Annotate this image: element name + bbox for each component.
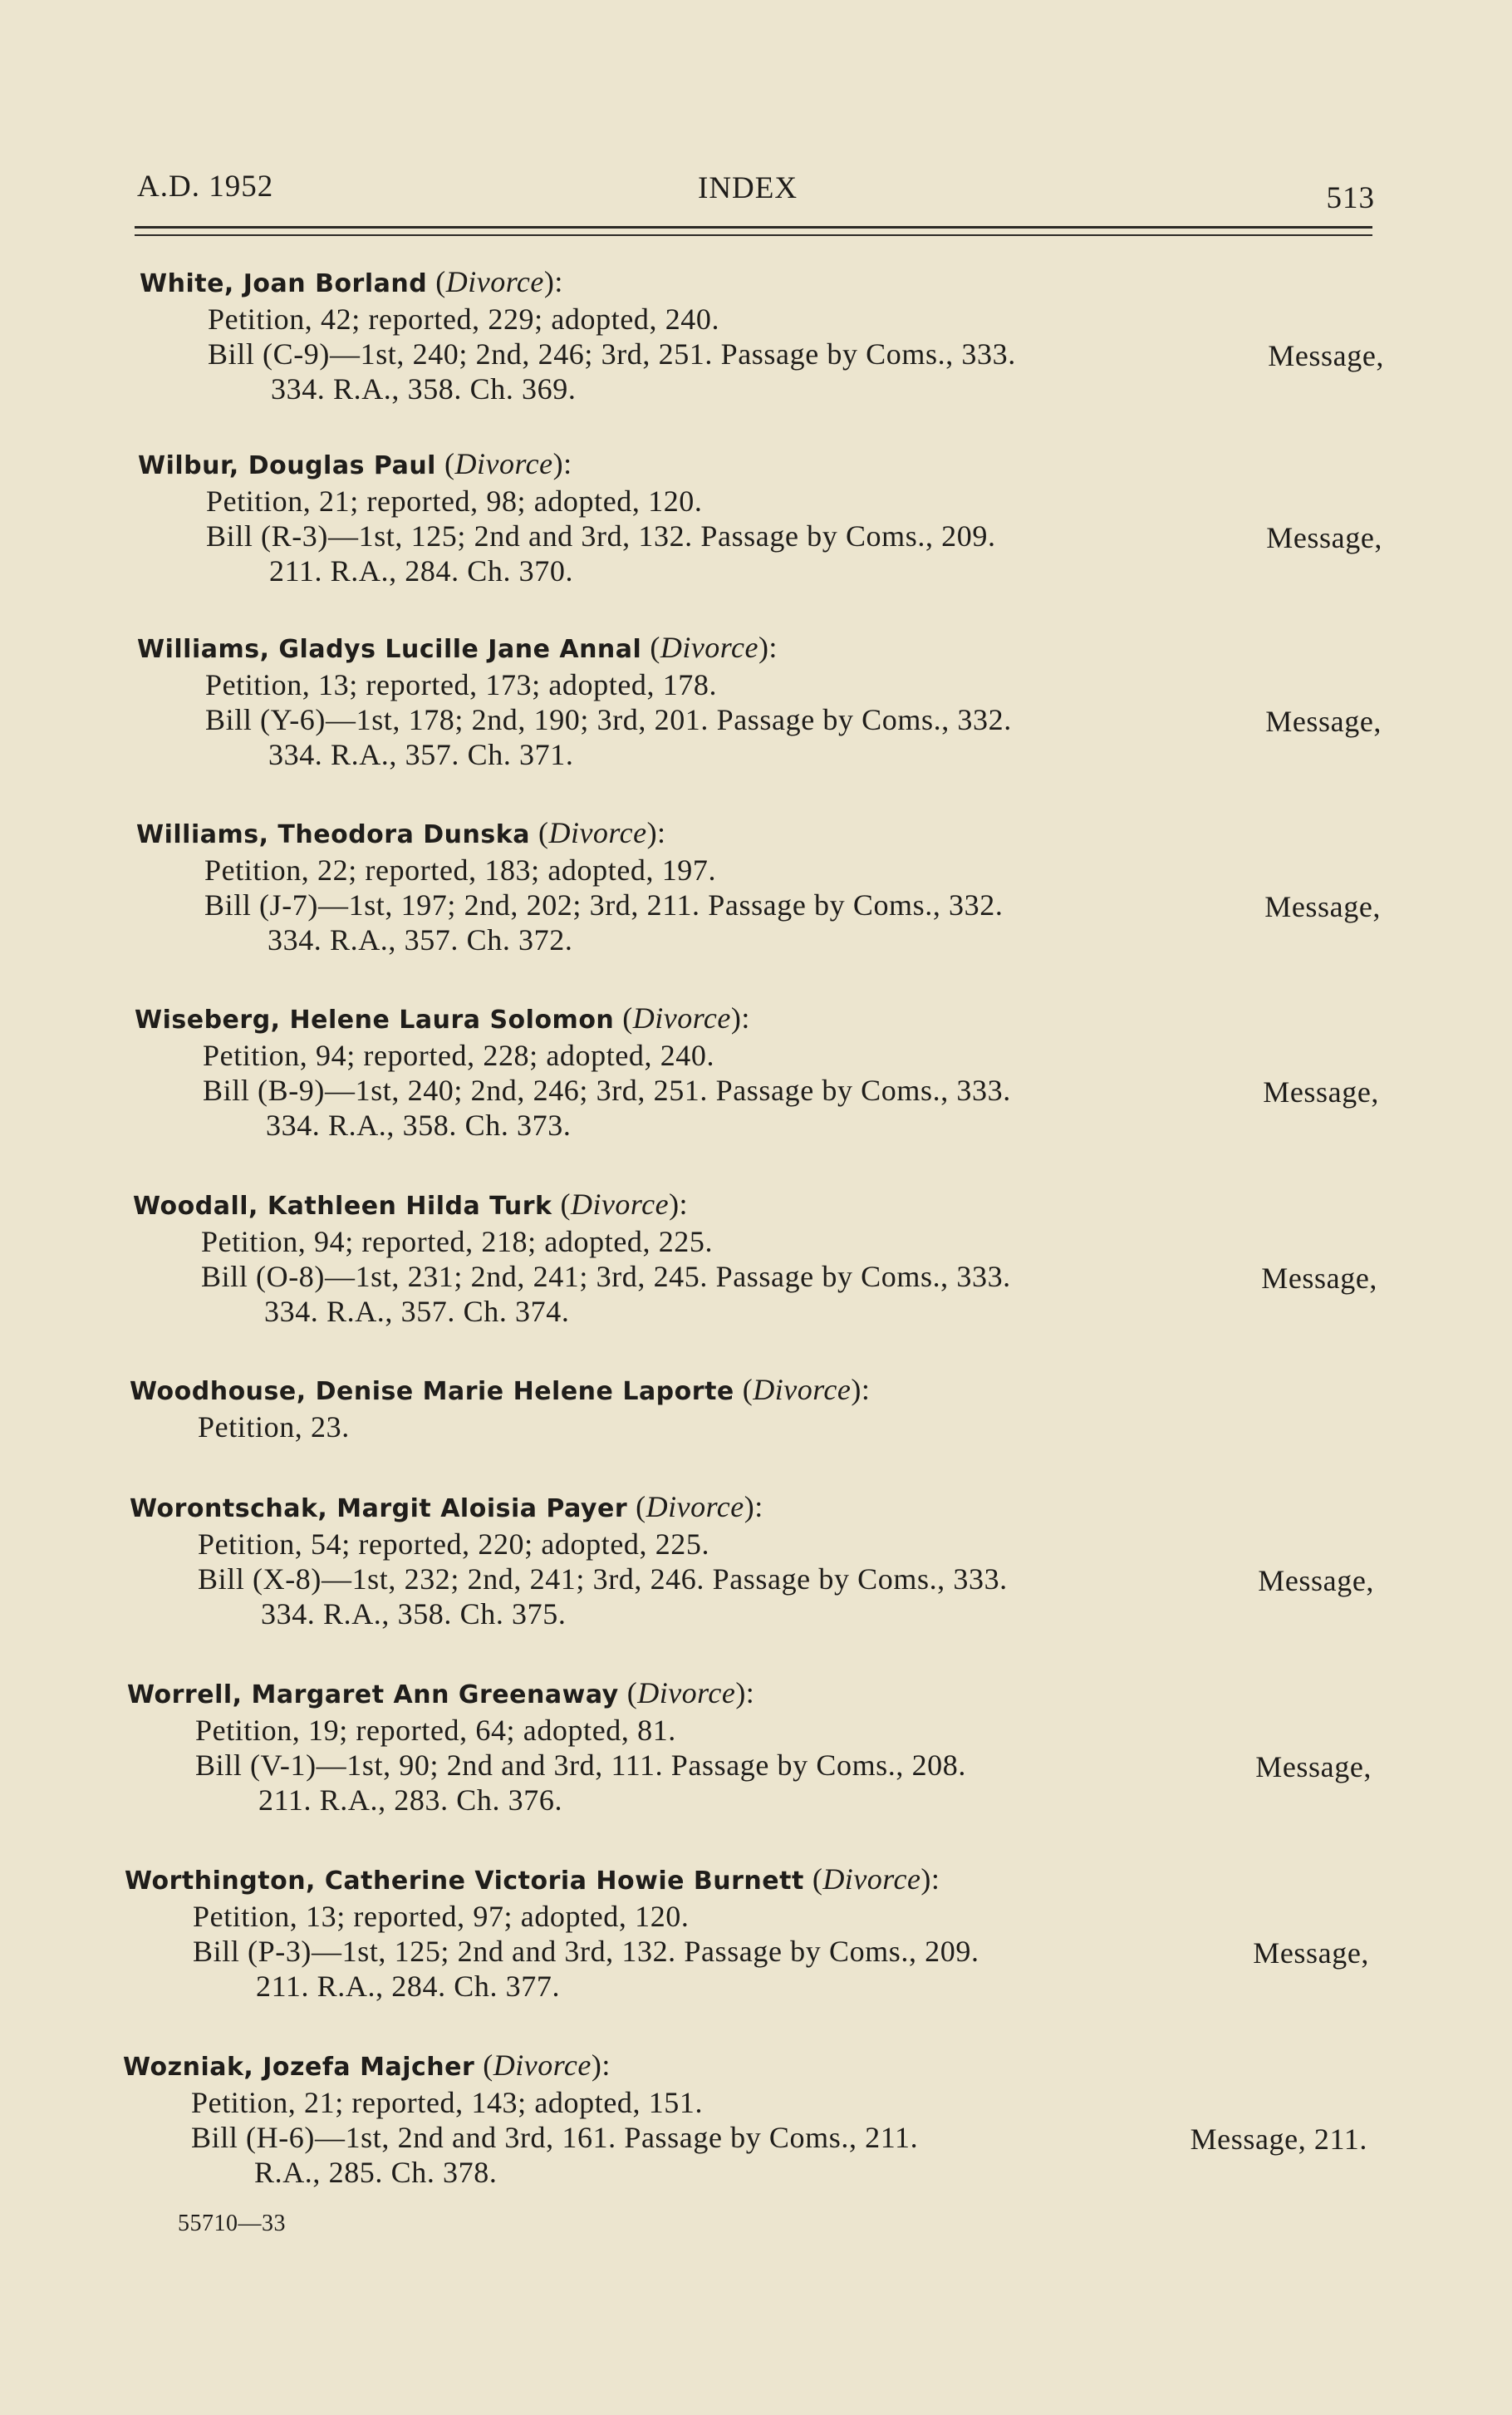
entry-type: (Divorce): (742, 1373, 871, 1406)
entry-tail: 211. R.A., 284. Ch. 370. (269, 554, 574, 588)
entry-heading (123, 2048, 1369, 2085)
entry-tail: R.A., 285. Ch. 378. (254, 2156, 498, 2189)
entry-type: (Divorce): (622, 1001, 750, 1035)
entry-bill-text: Bill (C-9)—1st, 240; 2nd, 246; 3rd, 251. Passage by Coms., 333. (208, 337, 1016, 371)
entry-bill (136, 888, 1381, 922)
entry-name: Worontschak, Margit Aloisia Payer (130, 1494, 628, 1523)
index-entry (136, 815, 1382, 957)
entry-name: Wiseberg, Helene Laura Solomon (135, 1006, 615, 1035)
entry-petition: Petition, 13; reported, 173; adopted, 178. (205, 668, 718, 701)
entry-bill (135, 1073, 1379, 1108)
entry-type: (Divorce): (483, 2049, 611, 2082)
index-entry (130, 1489, 1376, 1631)
entry-heading (130, 1372, 1376, 1409)
entry-type: (Divorce): (538, 816, 666, 849)
index-entry (137, 630, 1383, 772)
entry-message: Message, (1253, 1936, 1369, 1970)
entry-tail: 334. R.A., 358. Ch. 375. (261, 1597, 567, 1630)
entry-name: Wozniak, Jozefa Majcher (123, 2053, 475, 2082)
entry-bill (138, 519, 1382, 553)
entry-heading (138, 446, 1384, 484)
entry-tail: 334. R.A., 357. Ch. 371. (268, 738, 574, 771)
entry-bill-text: Bill (P-3)—1st, 125; 2nd and 3rd, 132. Passage by Coms., 209. (193, 1935, 979, 1968)
entry-petition: Petition, 21; reported, 98; adopted, 120. (206, 484, 703, 518)
entry-bill (140, 337, 1384, 371)
entry-type: (Divorce): (812, 1862, 940, 1896)
index-entry (135, 1001, 1381, 1143)
entry-heading (130, 1489, 1376, 1527)
entry-tail: 211. R.A., 283. Ch. 376. (258, 1783, 563, 1817)
index-entry (123, 2048, 1369, 2190)
entry-bill (130, 1562, 1374, 1596)
entry-heading (127, 1675, 1373, 1713)
entry-bill-text: Bill (X-8)—1st, 232; 2nd, 241; 3rd, 246. Passage by Coms., 333. (198, 1562, 1008, 1596)
entry-name: Wilbur, Douglas Paul (138, 451, 436, 480)
page-number: 513 (1326, 181, 1375, 215)
entry-bill (123, 2120, 1367, 2155)
entry-type: (Divorce): (626, 1676, 755, 1709)
entry-tail: 334. R.A., 358. Ch. 373. (266, 1109, 572, 1142)
entry-heading (125, 1862, 1371, 1899)
index-entry (130, 1372, 1376, 1444)
print-code: 55710—33 (178, 2211, 286, 2236)
entry-message: Message, (1266, 521, 1382, 554)
entry-petition: Petition, 42; reported, 229; adopted, 240. (208, 302, 720, 336)
index-entry (127, 1675, 1373, 1817)
entry-name: Woodhouse, Denise Marie Helene Laporte (130, 1377, 734, 1406)
entry-bill-text: Bill (O-8)—1st, 231; 2nd, 241; 3rd, 245. Passage by Coms., 333. (201, 1260, 1011, 1293)
entry-petition: Petition, 21; reported, 143; adopted, 151. (191, 2086, 704, 2119)
entry-petition: Petition, 19; reported, 64; adopted, 81. (195, 1714, 676, 1747)
entry-petition: Petition, 94; reported, 218; adopted, 225. (201, 1225, 714, 1258)
entry-type: (Divorce): (435, 265, 563, 298)
entry-tail: 211. R.A., 284. Ch. 377. (256, 1970, 561, 2003)
header-year: A.D. 1952 (137, 170, 274, 204)
entry-bill-text: Bill (H-6)—1st, 2nd and 3rd, 161. Passage by Coms., 211. (191, 2121, 919, 2154)
entry-petition: Petition, 23. (198, 1410, 350, 1444)
entry-type: (Divorce): (650, 631, 778, 664)
entry-name: Woodall, Kathleen Hilda Turk (133, 1192, 552, 1221)
entry-type: (Divorce): (560, 1188, 689, 1221)
entry-bill-text: Bill (R-3)—1st, 125; 2nd and 3rd, 132. Passage by Coms., 209. (206, 519, 996, 553)
index-entry (133, 1187, 1379, 1329)
entry-petition: Petition, 54; reported, 220; adopted, 225. (198, 1527, 710, 1561)
index-entry (140, 264, 1386, 406)
entry-bill (133, 1259, 1377, 1294)
entry-petition: Petition, 22; reported, 183; adopted, 197. (204, 853, 717, 887)
entry-name: Worrell, Margaret Ann Greenaway (127, 1680, 619, 1709)
entry-name: White, Joan Borland (140, 269, 428, 298)
entry-bill (125, 1934, 1369, 1969)
entry-message: Message, (1258, 1564, 1374, 1597)
header-rule-top (135, 226, 1372, 229)
entry-message: Message, (1255, 1750, 1372, 1783)
entry-type: (Divorce): (636, 1490, 763, 1523)
entry-bill-text: Bill (B-9)—1st, 240; 2nd, 246; 3rd, 251. Passage by Coms., 333. (203, 1074, 1011, 1107)
entry-message: Message, (1265, 705, 1382, 738)
entry-heading (136, 815, 1382, 853)
index-entry (125, 1862, 1371, 2004)
entry-type: (Divorce): (444, 447, 572, 480)
entry-message: Message, (1263, 1075, 1379, 1109)
entry-heading (137, 630, 1383, 667)
entry-bill (137, 702, 1382, 737)
entry-tail: 334. R.A., 357. Ch. 374. (264, 1295, 570, 1328)
entry-bill-text: Bill (V-1)—1st, 90; 2nd and 3rd, 111. Passage by Coms., 208. (195, 1749, 966, 1782)
entry-name: Williams, Theodora Dunska (136, 820, 530, 849)
entry-message: Message, (1261, 1262, 1377, 1295)
entry-bill-text: Bill (J-7)—1st, 197; 2nd, 202; 3rd, 211. Passage by Coms., 332. (204, 888, 1004, 922)
entry-heading (135, 1001, 1381, 1038)
entry-heading (140, 264, 1386, 302)
running-head (137, 162, 1375, 215)
entry-name: Williams, Gladys Lucille Jane Annal (137, 635, 642, 664)
entry-message: Message, (1268, 339, 1384, 372)
entry-message: Message, 211. (1190, 2122, 1367, 2156)
entry-name: Worthington, Catherine Victoria Howie Burnett (125, 1867, 804, 1896)
entry-bill (127, 1748, 1372, 1783)
entry-bill-text: Bill (Y-6)—1st, 178; 2nd, 190; 3rd, 201. Passage by Coms., 332. (205, 703, 1012, 736)
entry-petition: Petition, 94; reported, 228; adopted, 240. (203, 1039, 715, 1072)
entry-tail: 334. R.A., 357. Ch. 372. (268, 923, 573, 957)
header-rule-bottom (135, 234, 1372, 236)
entry-petition: Petition, 13; reported, 97; adopted, 120. (193, 1900, 690, 1933)
entry-heading (133, 1187, 1379, 1224)
index-entry (138, 446, 1384, 588)
header-title: INDEX (698, 171, 798, 205)
entry-tail: 334. R.A., 358. Ch. 369. (271, 372, 577, 406)
entry-message: Message, (1264, 890, 1381, 923)
